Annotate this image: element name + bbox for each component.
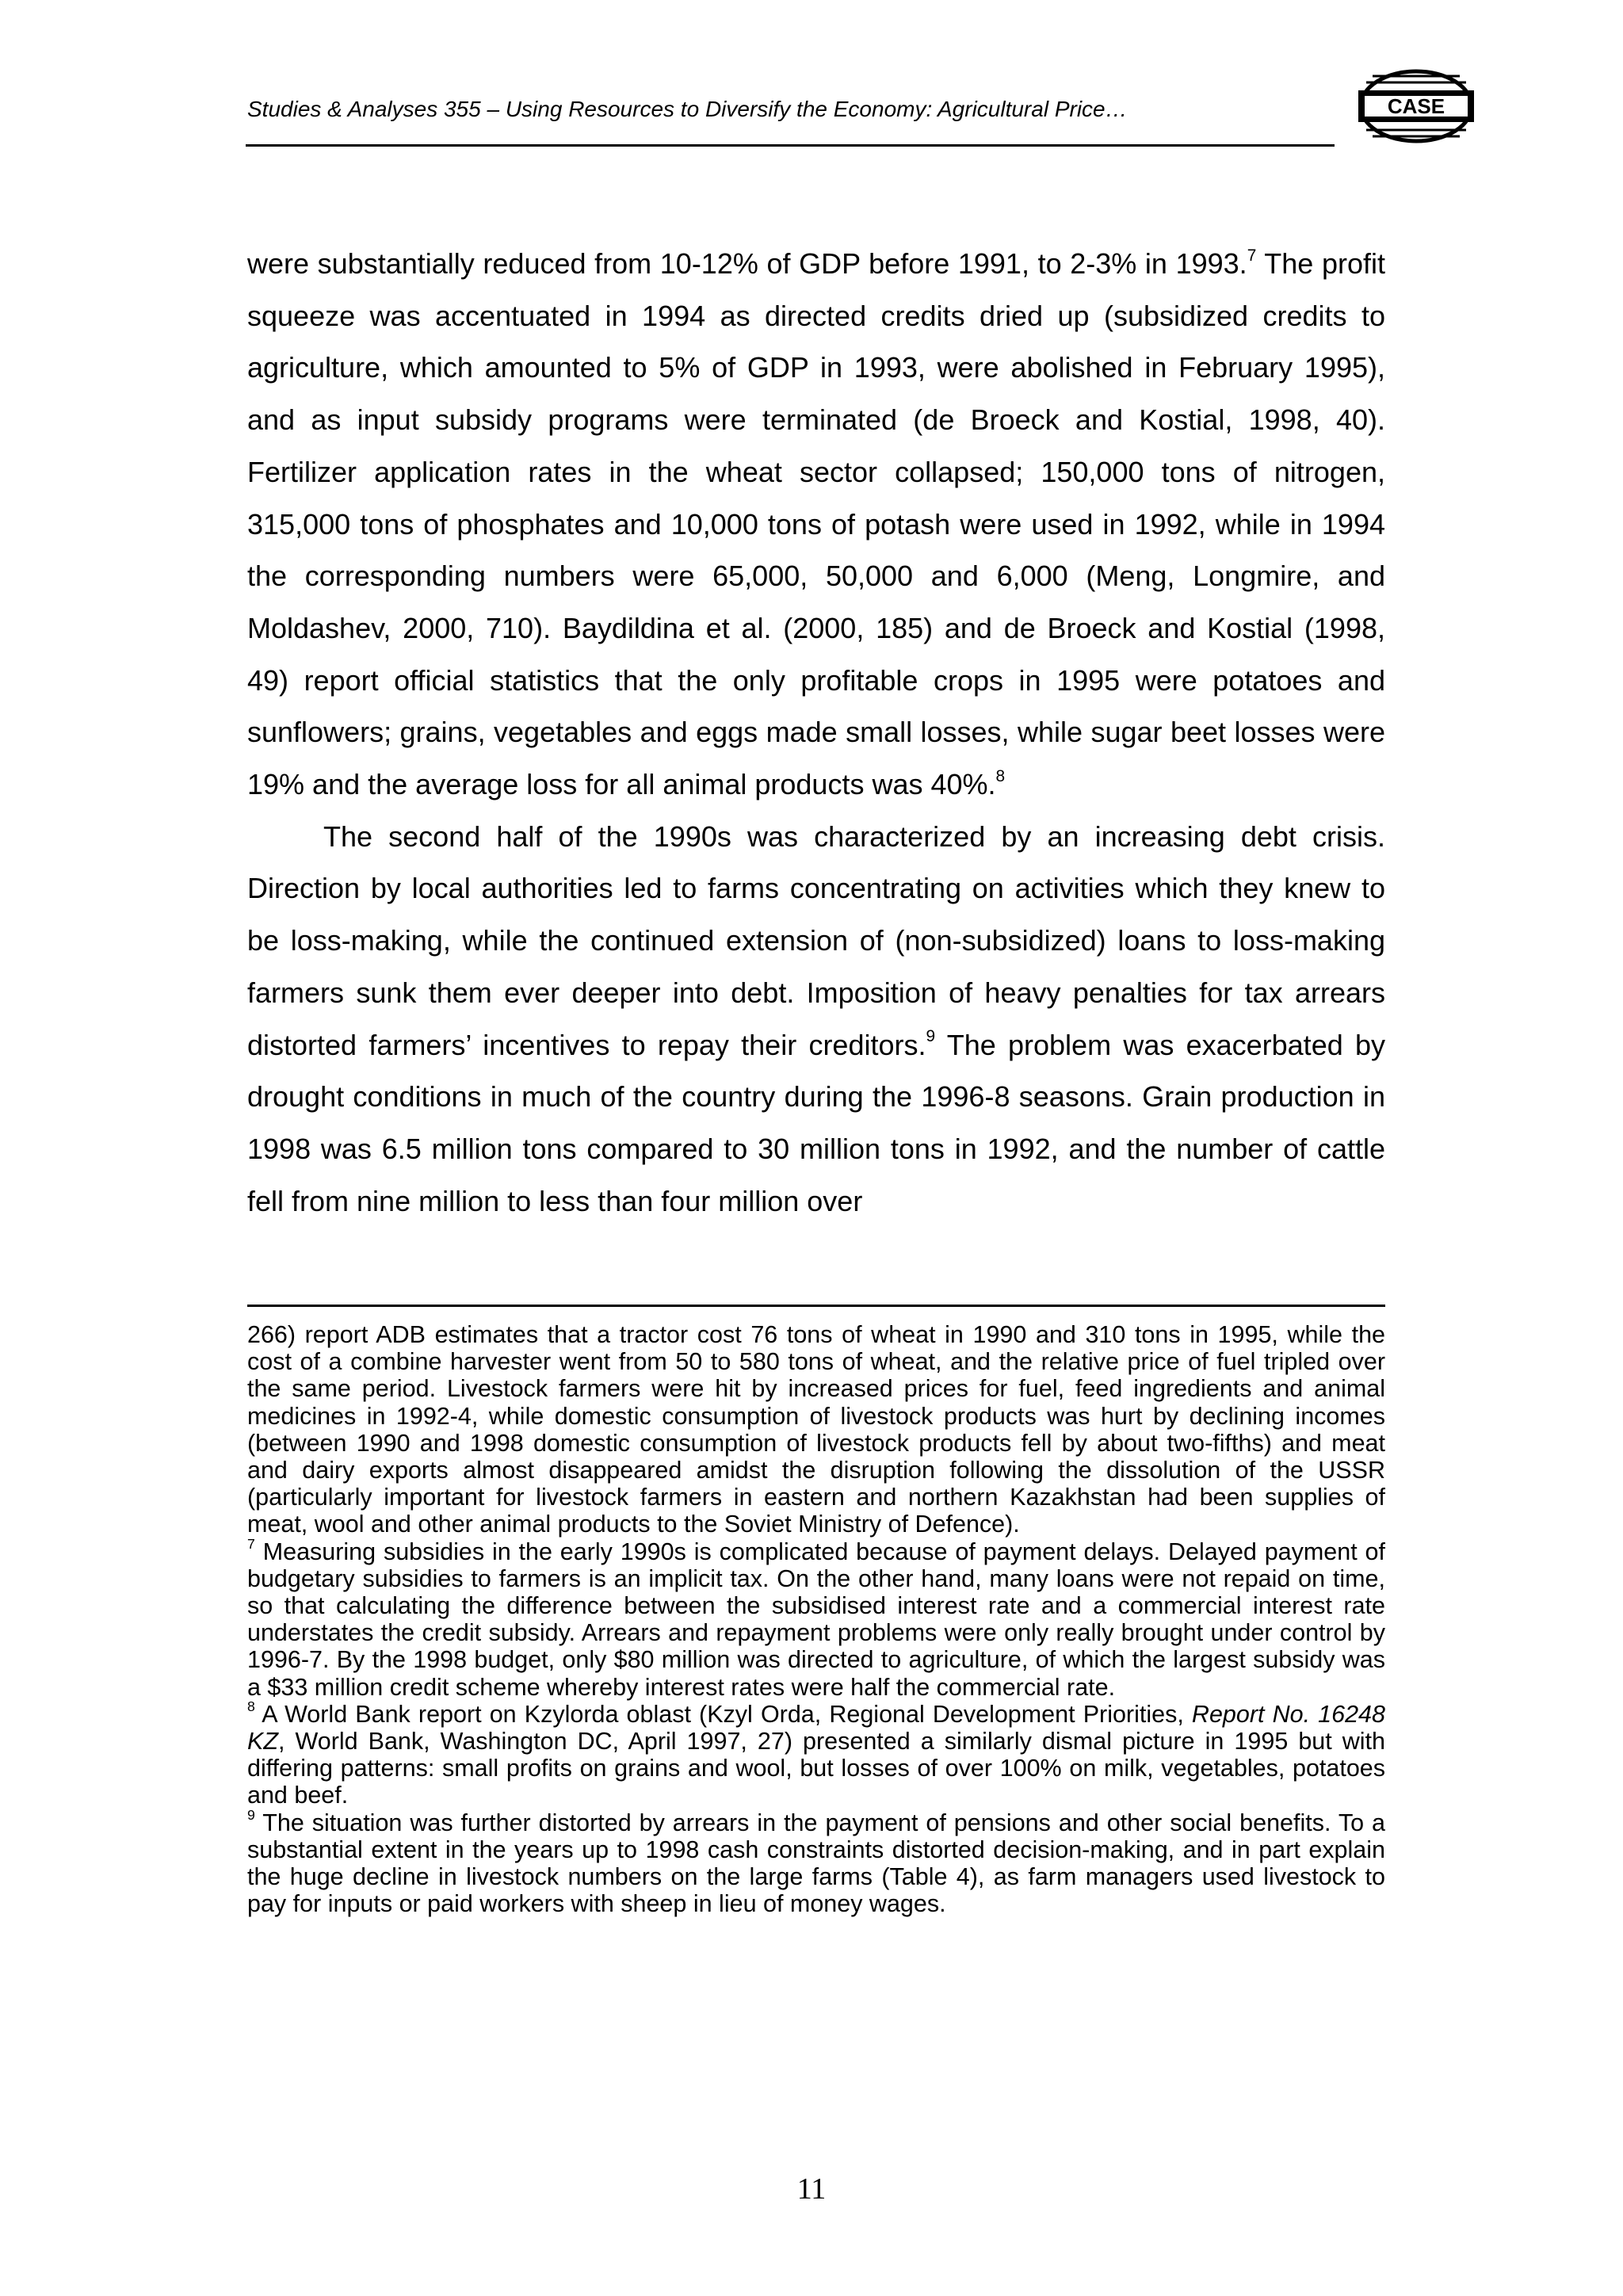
paragraph: The second half of the 1990s was characterized by an increasing debt crisis. Direction by local authorities led to farms concentrating on activities which they knew to be loss-making, while the continued extension of (non-subsidized) loans to loss-making farmers sunk them ever deeper into debt. Imposition of heavy penalties for tax arrears distorted farmers’ incentives to repay their creditors.$^9$ The problem was exacerbated by drought conditions in much of the country during the 1996-8 seasons. Grain production in 1998 was 6.5 million tons compared to 30 million tons in 1992, and the number of cattle fell from nine million to less than four million over [247, 819, 1386, 1217]
running-header [246, 89, 1335, 152]
footnote-ref: 7 [1247, 246, 1257, 265]
page-number: 11 [796, 2172, 827, 2206]
svg-text:CASE: CASE [1387, 94, 1445, 118]
footnote-8: $^8$ A World Bank report on Kzylorda oblast (Kzyl Orda, Regional Development Priorities, Report No. 16248 KZ, World Bank, Washington DC, April 1997, 27) presented a similarly dismal picture in 1995 but with differing patterns: small profits on grains and wool, but losses of over 100% on milk, vegetables, potatoes and beef. [247, 1698, 1385, 1809]
footnote-9: $^9$ The situation was further distorted by arrears in the payment of pensions and other social benefits. To a substantial extent in the years up to 1998 cash constraints distorted decision-making, and in part explain the huge decline in livestock numbers on the large farms (Table 4), as farm managers used livestock to pay for inputs or paid workers with sheep in lieu of money wages. [247, 1806, 1385, 1918]
footnote-number: 8 [247, 1698, 255, 1715]
footnote-rule [247, 1305, 1385, 1307]
footnote-ref: 8 [995, 766, 1006, 785]
body-text [247, 238, 1385, 1227]
header-rule [246, 144, 1335, 147]
paragraph: were substantially reduced from 10-12% of GDP before 1991, to 2-3% in 1993.$^7$ The profit squeeze was accentuated in 1994 as directed credits dried up (subsidized credits to agriculture, which amounted to 5% of GDP in 1993, were abolished in February 1995), and as input subsidy programs were terminated (de Broeck and Kostial, 1998, 40). Fertilizer application rates in the wheat sector collapsed; 150,000 tons of nitrogen, 315,000 tons of phosphates and 10,000 tons of potash were used in 1992, while in 1994 the corresponding numbers were 65,000, 50,000 and 6,000 (Meng, Longmire, and Moldashev, 2000, 710). Baydildina et al. (2000, 185) and de Broeck and Kostial (1998, 49) report official statistics that the only profitable crops in 1995 were potatoes and sunflowers; grains, vegetables and eggs made small losses, while sugar beet losses were 19% and the average loss for all animal products was 40%.$^8$ [247, 246, 1386, 801]
header-title: Studies & Analyses 355 – Using Resources to Diversify the Economy: Agricultural Price… [247, 97, 1128, 121]
footnote-continued: 266) report ADB estimates that a tractor cost 76 tons of wheat in 1990 and 310 tons in 1995, while the cost of a combine harvester went from 50 to 580 tons of wheat, and the relative price of fuel tripled over the same period. Livestock farmers were hit by increased prices for fuel, feed ingredients and animal medicines in 1992-4, while domestic consumption of livestock products was hurt by declining incomes (between 1990 and 1998 domestic consumption of livestock products fell by about two-fifths) and meat and dairy exports almost disappeared amidst the disruption following the dissolution of the USSR (particularly important for livestock farmers in eastern and northern Kazakhstan had been supplies of meat, wool and other animal products to the Soviet Ministry of Defence). [247, 1321, 1385, 1538]
footnote-ref: 9 [926, 1027, 936, 1046]
footnote-number: 7 [247, 1535, 255, 1552]
footnote-number: 9 [247, 1806, 255, 1823]
footnote-7: $^7$ Measuring subsidies in the early 1990s is complicated because of payment delays. Delayed payment of budgetary subsidies to farmers is an implicit tax. On the other hand, many loans were not repaid on time, so that calculating the difference between the subsidised interest rate and a commercial interest rate understates the credit subsidy. Arrears and repayment problems were only really brought under control by 1996-7. By the 1998 budget, only $80 million was directed to agriculture, of which the largest subsidy was a $33 million credit scheme whereby interest rates were half the commercial rate. [247, 1535, 1385, 1701]
case-logo [1357, 67, 1476, 146]
footnotes [247, 1321, 1385, 1917]
